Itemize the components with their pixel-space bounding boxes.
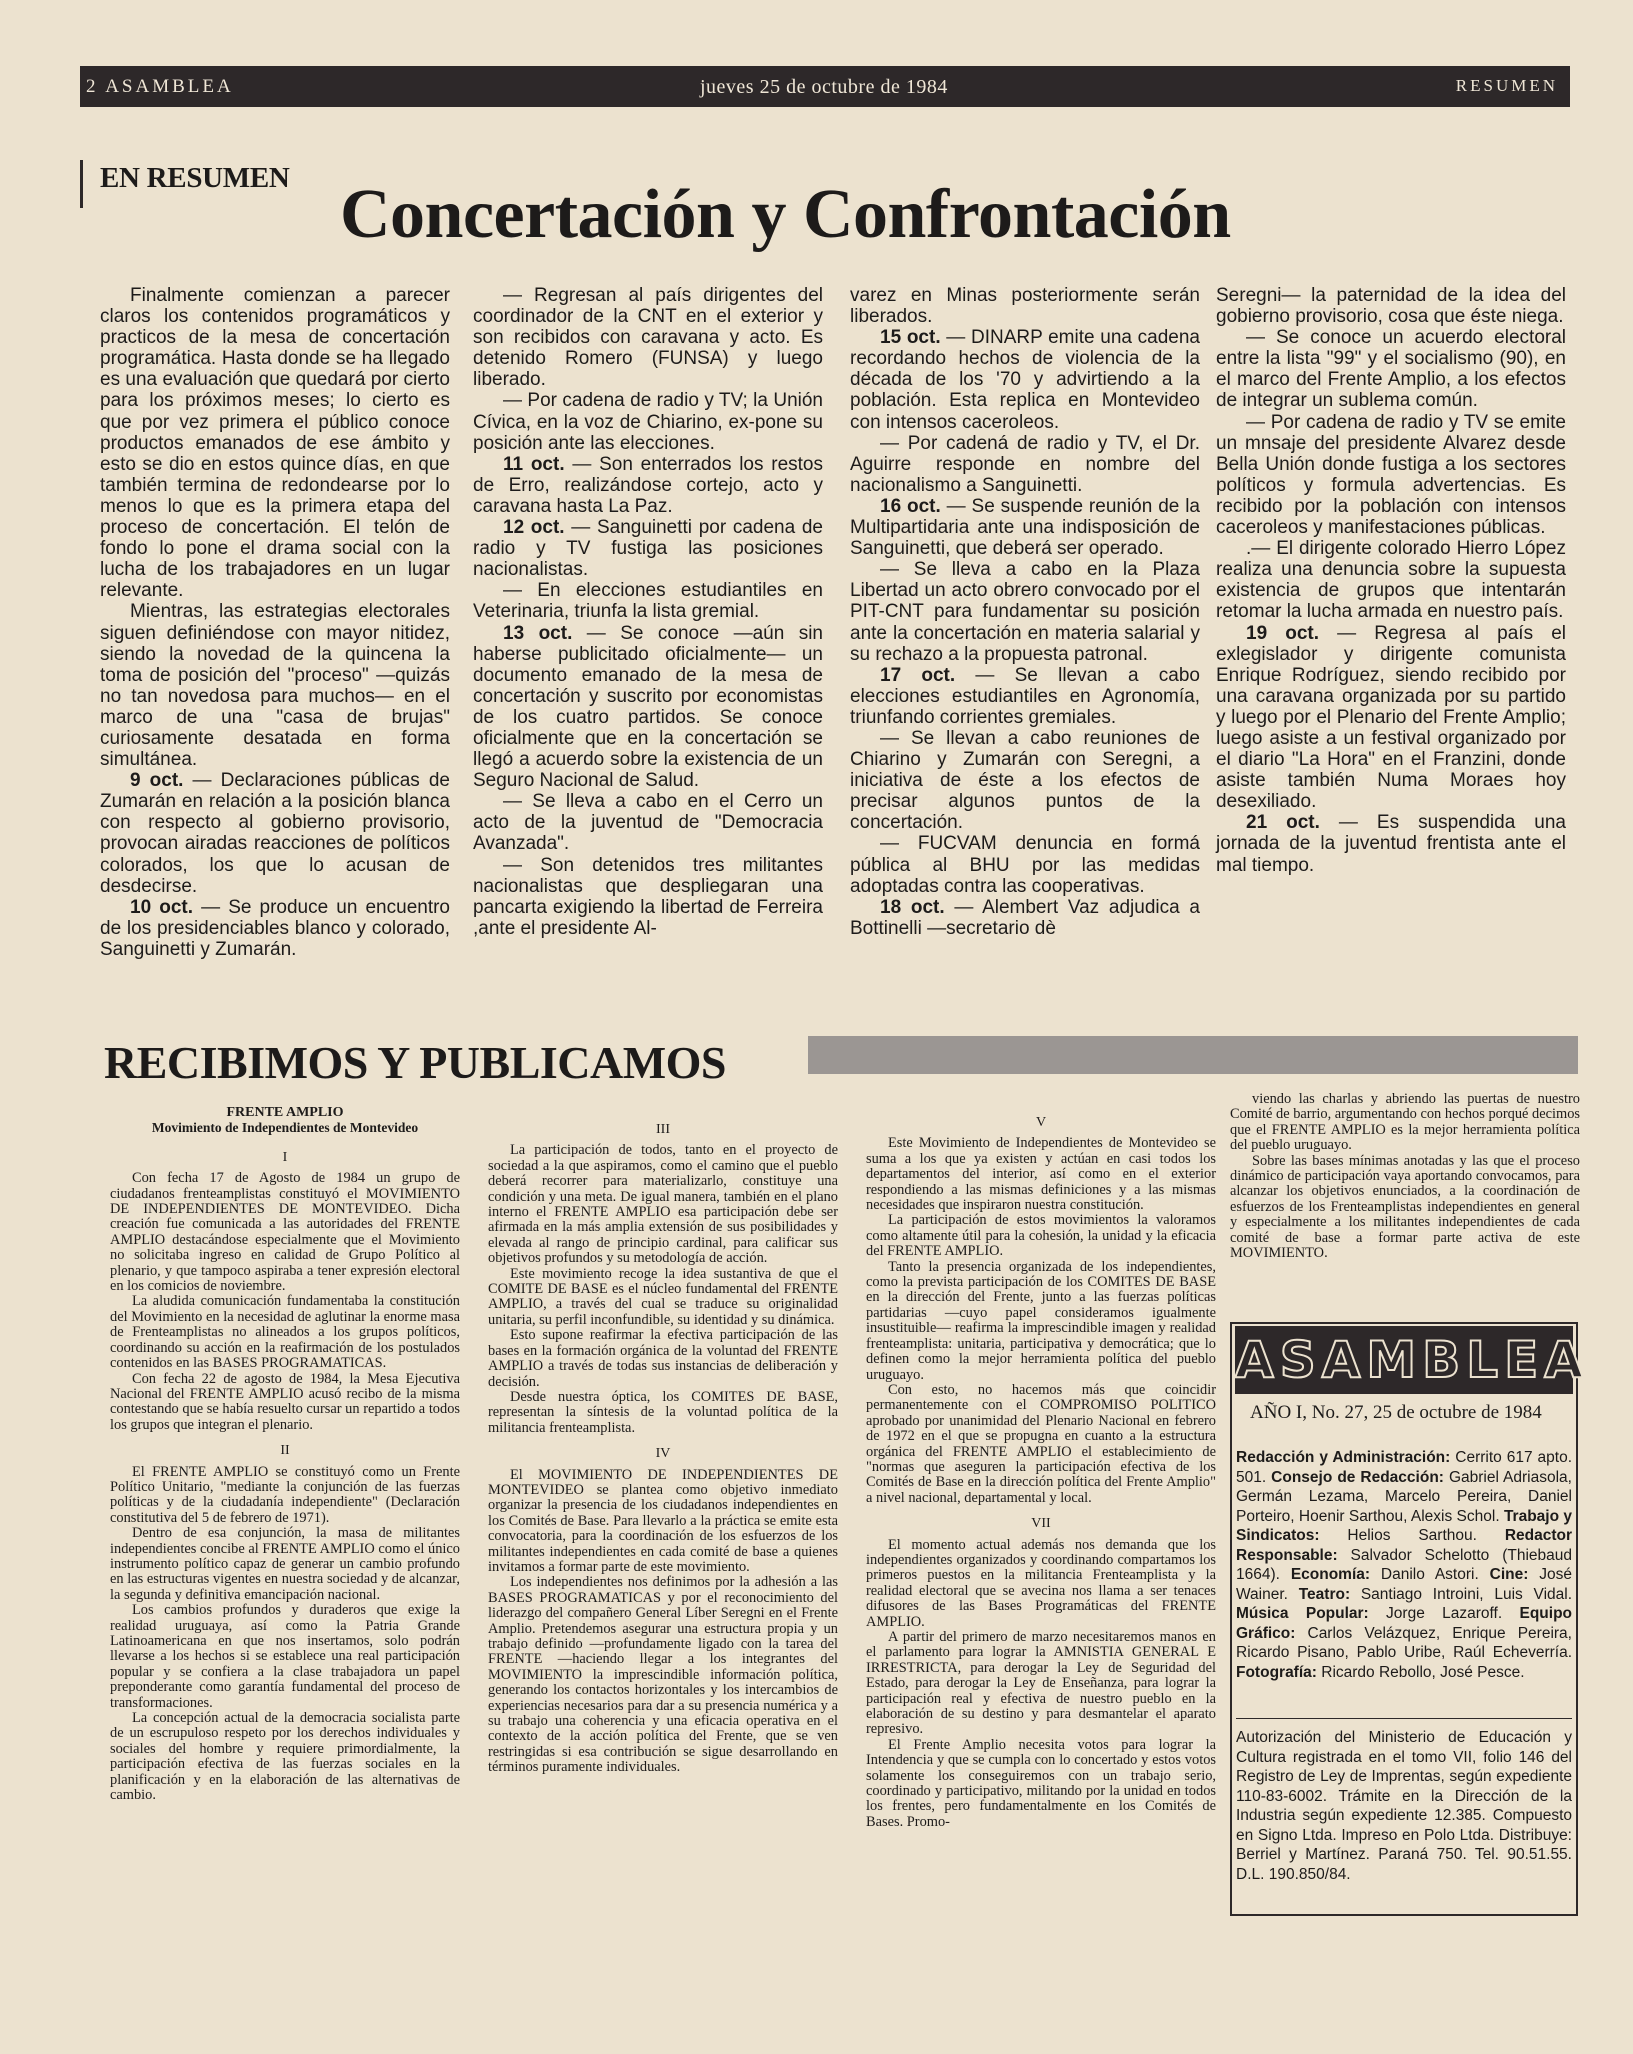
paragraph: El MOVIMIENTO DE INDEPENDIENTES DE MONTEVIDEO se plantea como objetivo inmediato organizar la presencia de los ciudadanos independientes en los Comités de Base. Para llevarlo a la práctica se emite esta convocatoria, para la coordinación de los esfuerzos de los militantes independientes en cada comité de base a quienes invitamos a formar parte de este movimiento. bbox=[488, 1466, 838, 1575]
paragraph: 9 oct. — Declaraciones públicas de Zumarán en relación a la posición blanca con respecto al gobierno provisorio, provocan airadas reacciones de políticos colorados, los que lo acusan de desdecirse. bbox=[100, 770, 451, 897]
paragraph: — Por cadena de radio y TV se emite un mnsaje del presidente Alvarez desde Bella Unión donde fustiga a los sectores políticos y formula advertencias. Es recibido por la población con intensos caceroleos y manifestaciones públicas. bbox=[1216, 411, 1566, 539]
paragraph: La aludida comunicación fundamentaba la constitución del Movimiento en la necesidad de aglutinar la enorme masa de Frenteamplistas no alineados a los grupos políticos, coordinando su acción en la reafirmación de los postulados contenidos en las BASES PROGRAMATICAS. bbox=[110, 1293, 460, 1372]
article1-column-3 bbox=[850, 285, 1200, 939]
article1-column-4 bbox=[1216, 285, 1566, 876]
paragraph: — Son detenidos tres militantes nacionalistas que despliegaran una pancarta exigiendo la libertad de Ferreira ,ante el presidente Al- bbox=[473, 854, 823, 939]
paragraph: 15 oct. — DINARP emite una cadena recordando hechos de violencia de la década de los '70 y advirtiendo a la población. Esta replica en Montevideo con intensos caceroleos. bbox=[850, 327, 1200, 433]
masthead-legal: Autorización del Ministerio de Educación y Cultura registrada en el tomo VII, folio 146 del Registro de Ley de Imprentas, según expediente 110-83-6002. Trámite en la Dirección de la Industria según expediente 12.385. Compuesto en Signo Ltda. Impreso en Polo Ltda. Distribuye: Berriel y Martínez. Paraná 750. Tel. 90.51.55. D.L. 190.850/84. bbox=[1236, 1729, 1572, 1883]
paragraph: Tanto la presencia organizada de los independientes, como la prevista participación de los COMITES DE BASE en la dirección del Frente, junto a las fuerzas políticas partidarias —cuyo papel consideramos igualmente insustituible— reafirma la imprescindible imagen y realidad frenteamplista: unitaria, participativa y democrática; que lo definen como la mejor herramienta política del pueblo uruguayo. bbox=[866, 1258, 1216, 1383]
paragraph: Este Movimiento de Independientes de Montevideo se suma a los que ya existen y actúan en casi todos los departamentos del interior, así como en el exterior respondiendo a las mismas definiciones y a las mismas necesidades que inspiraron nuestra constitución. bbox=[866, 1135, 1216, 1214]
paragraph: Seregni— la paternidad de la idea del gobierno provisorio, cosa que éste niega. bbox=[1216, 285, 1566, 328]
masthead-issue: AÑO I, No. 27, 25 de octubre de 1984 bbox=[1250, 1402, 1542, 1423]
paragraph: — Se lleva a cabo en la Plaza Libertad un acto obrero convocado por el PIT-CNT para fundamentar su posición ante la concertación en materia salarial y su rechazo a la propuesta patronal. bbox=[850, 559, 1200, 665]
paragraph: Esto supone reafirmar la efectiva participación de las bases en la formación orgánica de la voluntad del FRENTE AMPLIO a través de todas sus instancias de deliberación y decisión. bbox=[488, 1327, 838, 1390]
paragraph: 10 oct. — Se produce un encuentro de los presidenciables blanco y colorado, Sanguinetti y Zumarán. bbox=[100, 896, 451, 960]
paragraph: 19 oct. — Regresa al país el exlegislador y dirigente comunista Enrique Rodríguez, siendo recibido por una caravana organizada por su partido y luego por el Plenario del Frente Amplio; luego asiste a un festival organizado por el diario "La Hora" en el Franzini, donde asiste también Numa Moraes hoy desexiliado. bbox=[1216, 622, 1566, 813]
section-numeral: I bbox=[282, 1149, 288, 1165]
paragraph: — Regresan al país dirigentes del coordinador de la CNT en el exterior y son recibidos con caravana y acto. Es detenido Romero (FUNSA) y luego liberado. bbox=[473, 285, 823, 391]
paragraph: El momento actual además nos demanda que los independientes organizados y coordinando compartamos los primeros puestos en la militancia Frenteamplista y la realidad electoral que se avecina nos llama a ser tenaces difusores de las Bases Programáticas del FRENTE AMPLIO. bbox=[866, 1536, 1216, 1630]
paragraph: .— El dirigente colorado Hierro López realiza una denuncia sobre la supuesta existencia de grupos que intentarán retomar la lucha armada en nuestro país. bbox=[1216, 538, 1566, 623]
paragraph: El FRENTE AMPLIO se constituyó como un Frente Político Unitario, "mediante la conjunción de las fuerzas políticas y de la ciudadanía independiente" (Declaración constitutiva del 5 de febrero de 1971). bbox=[110, 1463, 460, 1526]
section-numeral: III bbox=[656, 1122, 670, 1137]
page-number-section: 2 ASAMBLEA bbox=[86, 76, 234, 97]
article2-column-2 bbox=[488, 1112, 838, 1776]
paragraph: Con fecha 17 de Agosto de 1984 un grupo de ciudadanos frenteamplistas constituyó el MOVIMIENTO DE INDEPENDIENTES DE MONTEVIDEO. Dicha creación fue comunicada a las autoridades del FRENTE AMPLIO destacándose especialmente que el Movimiento no solicitaba ingreso en calidad de Grupo Político al plenario, y que tampoco aspiraba a tener expresión electoral en los comicios de noviembre. bbox=[110, 1170, 460, 1295]
organization-name: FRENTE AMPLIO bbox=[226, 1105, 344, 1120]
masthead-divider bbox=[1236, 1718, 1572, 1719]
article2-column-4 bbox=[1230, 1092, 1580, 1261]
paragraph: varez en Minas posteriormente serán liberados. bbox=[850, 285, 1200, 328]
section-numeral: V bbox=[1035, 1115, 1047, 1130]
paragraph: Los cambios profundos y duraderos que exige la realidad uruguaya, así como la Patria Grande Latinoamericana en que nos insertamos, solo podrán llevarse a los hechos si se establece una real participación popular y se confiera a la clase trabajadora un papel preponderante como garantía fundamental del proceso de transformaciones. bbox=[110, 1602, 460, 1711]
paragraph: 13 oct. — Se conoce —aún sin haberse publicitado oficialmente— un documento emanado de la mesa de concertación y suscrito por economistas de los cuatro partidos. Se conoce oficialmente que en la concertación se llegó a acuerdo sobre la existencia de un Seguro Nacional de Salud. bbox=[473, 622, 823, 792]
kicker-rule bbox=[80, 160, 83, 208]
article2-column-1-body bbox=[110, 1150, 460, 1804]
article2-column-1 bbox=[110, 1105, 460, 1803]
paragraph: — Se lleva a cabo en el Cerro un acto de la juventud de "Democracia Avanzada". bbox=[473, 791, 823, 855]
section-band bbox=[808, 1036, 1578, 1074]
asamblea-logo: ASAMBLEA bbox=[1235, 1326, 1573, 1394]
article1-column-1 bbox=[100, 285, 450, 960]
paragraph: — Se conoce un acuerdo electoral entre la lista "99" y el socialismo (90), en el marco del Frente Amplio, a los efectos de integrar un sublema común. bbox=[1216, 327, 1566, 412]
issue-date: jueves 25 de octubre de 1984 bbox=[700, 76, 948, 98]
paragraph: Este movimiento recoge la idea sustantiva de que el COMITE DE BASE es el núcleo fundamental del FRENTE AMPLIO, a través del cual se traduce su originalidad unitaria, su perfil inconfundible, su identidad y su dinámica. bbox=[488, 1265, 838, 1328]
paragraph: — En elecciones estudiantiles en Veterinaria, triunfa la lista gremial. bbox=[473, 580, 823, 623]
paragraph: — FUCVAM denuncia en formá pública al BHU por las medidas adoptadas contra las cooperativas. bbox=[850, 833, 1200, 897]
paragraph: Los independientes nos definimos por la adhesión a las BASES PROGRAMATICAS y por el reconocimiento del liderazgo del compañero General Líber Seregni en el Frente Amplio. Pretendemos asegurar una estructura propia y un trabajo definido —profundamente ligado con la tarea del FRENTE —haciendo llegar a los integrantes del MOVIMIENTO la imprescindible información política, generando los contactos horizontales y los intercambios de experiencias necesarios para dar a su presencia numérica y a su trabajo una coherencia y una eficacia operativa en el contexto de la acción política del Frente, que se ven restringidas si esa contribución se sigue desarrollando en términos puramente individuales. bbox=[488, 1574, 838, 1776]
paragraph: A partir del primero de marzo necesitaremos manos en el parlamento para lograr la AMNISTIA GENERAL E IRRESTRICTA, para derogar la Ley de Seguridad del Estado, para derogar la Ley de Enseñanza, para lograr la participación real y efectiva de nuestro pueblo en la elaboración de su destino y para desmantelar el aparato represivo. bbox=[866, 1629, 1216, 1738]
paragraph: — Se llevan a cabo reuniones de Chiarino y Zumarán con Seregni, a iniciativa de éste a los efectos de precisar algunos puntos de la concertación. bbox=[850, 727, 1200, 834]
paragraph: — Por cadena de radio y TV; la Unión Cívica, en la voz de Chiarino, ex-pone su posición ante las elecciones. bbox=[473, 390, 823, 454]
section-numeral: II bbox=[280, 1443, 290, 1459]
page-header-bar bbox=[80, 66, 1570, 107]
paragraph: La concepción actual de la democracia socialista parte de un escrupuloso respeto por los derechos individuales y sociales del hombre y requiere primordialmente, la participación efectiva de las fuerzas sociales en la planificación y en la elaboración de las alternativas de cambio. bbox=[110, 1710, 460, 1804]
masthead-staff: Redacción y Administración: Cerrito 617 apto. 501. Consejo de Redacción: Gabriel Adriasola, Germán Lezama, Marcelo Pereira, Daniel Porteiro, Hoenir Sarthou, Alexis Schol. Trabajo y Sindicatos: Helios Sarthou. Redactor Responsable: Salvador Schelotto (Thiebaud 1664). Economía: Danilo Astori. Cine: José Wainer. Teatro: Santiago Introini, Luis Vidal. Música Popular: Jorge Lazaroff. Equipo Gráfico: Carlos Velázquez, Enrique Pereira, Ricardo Pisano, Pablo Uribe, Raúl Echeverría. Fotografía: Ricardo Rebollo, José Pesce. bbox=[1236, 1449, 1573, 1681]
paragraph: 17 oct. — Se llevan a cabo elecciones estudiantiles en Agronomía, triunfando corrientes gremiales. bbox=[850, 664, 1200, 728]
paragraph: Con fecha 22 de agosto de 1984, la Mesa Ejecutiva Nacional del FRENTE AMPLIO acusó recibo de la misma contestando que se había resuelto cursar un repartido a todos los grupos que integran el plenario. bbox=[110, 1370, 460, 1433]
section-numeral: IV bbox=[655, 1446, 671, 1462]
article-kicker: EN RESUMEN bbox=[100, 162, 290, 194]
paragraph: Finalmente comienzan a parecer claros los contenidos programáticos y practicos de la mesa de concertación programática. Hasta donde se ha llegado es una evaluación que quedará por cierto para los próximos meses; lo cierto es que por vez primera el público conoce productos emanados de ese ámbito y esto se dio en estos quince días, en que también termina de redondearse por lo menos lo que es la primera etapa del proceso de concertación. El telón de fondo lo pone el drama social con la lucha de los trabajadores en un lugar relevante. bbox=[100, 285, 450, 602]
paragraph: La participación de estos movimientos la valoramos como altamente útil para la cohesión, la unidad y la eficacia del FRENTE AMPLIO. bbox=[866, 1212, 1216, 1260]
article-headline: Concertación y Confrontación bbox=[340, 176, 1231, 253]
paragraph: 21 oct. — Es suspendida una jornada de la juventud frentista ante el mal tiempo. bbox=[1216, 812, 1566, 876]
article1-column-2 bbox=[473, 285, 823, 939]
paragraph: 12 oct. — Sanguinetti por cadena de radio y TV fustiga las posiciones nacionalistas. bbox=[473, 517, 823, 581]
organization-subtitle: Movimiento de Independientes de Montevideo bbox=[151, 1120, 419, 1136]
section-numeral: VII bbox=[1031, 1516, 1051, 1532]
paragraph: 18 oct. — Alembert Vaz adjudica a Bottinelli —secretario dè bbox=[850, 896, 1200, 939]
paragraph: viendo las charlas y abriendo las puertas de nuestro Comité de barrio, argumentando con hechos porqué decimos que el FRENTE AMPLIO es la mejor herramienta política del pueblo uruguayo. bbox=[1230, 1091, 1580, 1154]
paragraph: 16 oct. — Se suspende reunión de la Multipartidaria ante una indisposición de Sanguinetti, que deberá ser operado. bbox=[850, 495, 1200, 560]
section-title: RECIBIMOS Y PUBLICAMOS bbox=[104, 1037, 726, 1088]
paragraph: Desde nuestra óptica, los COMITES DE BASE, representan la síntesis de la voluntad política de la militancia frenteamplista. bbox=[488, 1388, 838, 1436]
paragraph: El Frente Amplio necesita votos para lograr la Intendencia y que se cumpla con lo concertado y estos votos solamente los conseguiremos con un trabajo serio, coordinado y participativo, militando por la unidad en todos los frentes, pero fundamentalmente en los Comités de Bases. Promo- bbox=[866, 1736, 1216, 1830]
paragraph: Mientras, las estrategias electorales siguen definiéndose con mayor nitidez, siendo la novedad de la quincena la toma de posición del "proceso" —quizás no tan novedosa para muchos— en el marco de una "casa de brujas" curiosamente desatada en forma simultánea. bbox=[100, 601, 450, 771]
paragraph: 11 oct. — Son enterrados los restos de Erro, realizándose cortejo, acto y caravana hasta La Paz. bbox=[473, 453, 823, 517]
paragraph: — Por cadená de radio y TV, el Dr. Aguirre responde en nombre del nacionalismo a Sanguinetti. bbox=[850, 432, 1200, 496]
paragraph: Con esto, no hacemos más que coincidir permanentemente con el COMPROMISO POLITICO aprobado por unanimidad del Plenario Nacional en febrero de 1972 en el que se propugna en cuanto a la estructura orgánica del FRENTE AMPLIO el establecimiento de "normas que aseguren la participación efectiva de los Comités de Base en la dirección política del Frente Amplio" a nivel nacional, departamental y local. bbox=[866, 1381, 1216, 1506]
paragraph: Dentro de esa conjunción, la masa de militantes independientes concibe al FRENTE AMPLIO como el único instrumento político capaz de generar un cambio profundo en las estructuras vigentes en nuestra sociedad y de alcanzar, la segunda y definitiva emancipación nacional. bbox=[110, 1525, 460, 1603]
article2-column-3 bbox=[866, 1105, 1216, 1830]
paragraph: La participación de todos, tanto en el proyecto de sociedad a la que aspiramos, como el camino que el pueblo deberá recorrer para materializarlo, constituye una condición y una meta. De igual manera, también en el plano interno el FRENTE AMPLIO esa participación debe ser afirmada en la más amplia extensión de sus posibilidades y elevada al rango de principio cardinal, para calificar sus objetivos profundos y su metodología de acción. bbox=[488, 1142, 838, 1267]
section-name: RESUMEN bbox=[1455, 76, 1558, 95]
paragraph: Sobre las bases mínimas anotadas y las que el proceso dinámico de participación vaya aportando convocamos, para alcanzar los objetivos enunciados, a la coordinación de esfuerzos de los Frenteamplistas independientes en general y especialmente a los militantes independientes de cada comité de base a formar parte activa de este MOVIMIENTO. bbox=[1230, 1152, 1580, 1262]
